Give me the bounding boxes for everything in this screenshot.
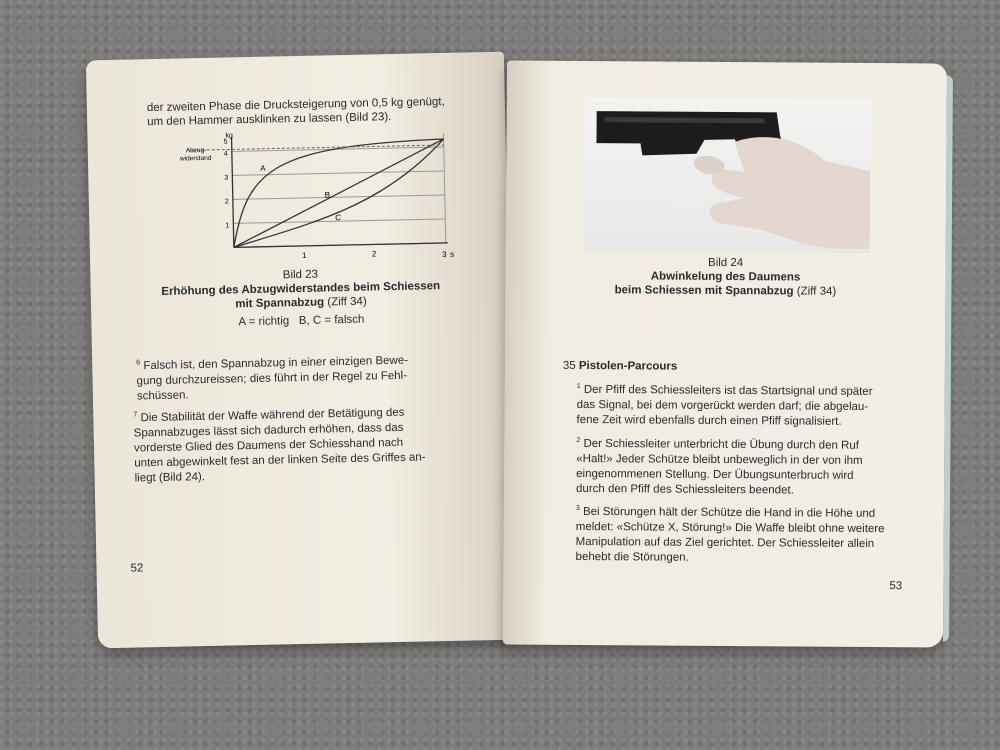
x-tick-1: 1 bbox=[301, 250, 307, 260]
x-axis bbox=[234, 243, 448, 247]
para-6-line-2: gung durchzureissen; dies führt in der Regel zu Fehl- bbox=[136, 369, 408, 388]
para-7-line-4: unten abgewinkelt fest an der linken Seite des Griffes an- bbox=[134, 451, 426, 470]
book-cover-edge bbox=[943, 76, 953, 642]
para-2-line-1: Der Schiessleiter unterbricht die Übung durch den Ruf bbox=[583, 437, 860, 452]
bild-24-label: Bild 24 bbox=[708, 256, 744, 270]
y-label-2: widerstand bbox=[179, 154, 212, 163]
para-3-line-3: Manipulation auf das Ziel gerichtet. Der Schiessleiter allein bbox=[575, 535, 875, 550]
paragraph-3 bbox=[576, 501, 916, 567]
y-label-1: Abzug- bbox=[185, 146, 207, 155]
trigger-resistance-graph bbox=[151, 125, 454, 271]
graph-grid bbox=[232, 133, 446, 247]
para-3-line-2: meldet: «Schütze X, Störung!» Die Waffe bleibt ohne weitere bbox=[575, 520, 885, 535]
page-number-right: 53 bbox=[889, 580, 903, 593]
y-tick-5: 5 bbox=[223, 138, 228, 146]
x-tick-3: 3 bbox=[441, 249, 447, 260]
y-unit: kg bbox=[225, 132, 233, 140]
paragraph-1 bbox=[576, 379, 916, 430]
caption-ref: (Ziff 34) bbox=[327, 295, 367, 309]
section-number: 35 bbox=[562, 359, 576, 372]
bild-24-caption-line-2 bbox=[545, 283, 905, 301]
bild-24-caption-line-1: Abwinkelung des Daumens bbox=[650, 270, 801, 284]
pistol-in-hand-photo bbox=[584, 97, 871, 253]
para-2-number: 2 bbox=[576, 436, 581, 444]
para-3-line-4: behebt die Störungen. bbox=[575, 550, 689, 564]
caption-ref: (Ziff 34) bbox=[796, 285, 837, 298]
x-tick-2: 2 bbox=[371, 249, 377, 259]
para-7-line-5: liegt (Bild 24). bbox=[134, 470, 206, 485]
para-2-line-4: durch den Pfiff des Schiessleiters beendet. bbox=[576, 482, 794, 497]
curve-label-a: A bbox=[260, 163, 266, 173]
curve-label-c: C bbox=[335, 213, 342, 223]
right-page bbox=[503, 60, 947, 647]
para-1-line-1: Der Pfiff des Schiessleiters ist das Startsignal und später bbox=[583, 383, 873, 398]
left-page bbox=[86, 52, 516, 649]
bild-23-caption-line-1: Erhöhung des Abzugwiderstandes beim Schiessen bbox=[161, 280, 441, 298]
section-heading bbox=[563, 359, 678, 375]
caption-bold-part: mit Spannabzug bbox=[235, 296, 325, 311]
para-6-number: 6 bbox=[136, 359, 141, 367]
para-7-line-3: vorderste Glied des Daumens der Schiesshand nach bbox=[133, 436, 404, 455]
y-tick-1: 1 bbox=[225, 222, 230, 230]
curve-label-b: B bbox=[324, 190, 331, 200]
page-number-left: 52 bbox=[130, 562, 144, 575]
paragraph-2 bbox=[576, 433, 916, 499]
para-1-line-2: das Signal, bei dem vorgerückt werden darf; die abgelau- bbox=[576, 398, 869, 413]
para-3-number: 3 bbox=[575, 504, 580, 512]
intro-line-1: der zweiten Phase die Drucksteigerung von 0,5 kg genügt, bbox=[146, 95, 445, 115]
bild-23-label: Bild 23 bbox=[282, 268, 319, 282]
intro-line-2: um den Hammer ausklinken zu lassen (Bild 23). bbox=[147, 111, 392, 129]
caption-bold-part: beim Schiessen mit Spannabzug bbox=[614, 284, 794, 298]
y-axis bbox=[232, 137, 234, 247]
para-6-line-1: Falsch ist, den Spannabzug in einer einzigen Bewe- bbox=[143, 354, 409, 373]
para-1-line-3: fene Zeit wird ebenfalls durch einen Pfiff signalisiert. bbox=[576, 413, 842, 428]
y-tick-4: 4 bbox=[223, 150, 228, 158]
section-title: Pistolen-Parcours bbox=[578, 359, 678, 373]
paragraph-7 bbox=[133, 400, 471, 486]
para-7-number: 7 bbox=[133, 411, 138, 419]
paragraph-6 bbox=[136, 349, 467, 405]
para-1-number: 1 bbox=[576, 382, 581, 390]
y-tick-3: 3 bbox=[224, 174, 229, 182]
x-unit: s bbox=[449, 249, 455, 259]
para-2-line-2: «Halt!» Jeder Schütze bleibt unbeweglich in der von ihm bbox=[576, 452, 863, 467]
curve-b bbox=[232, 139, 446, 247]
para-3-line-1: Bei Störungen hält der Schütze die Hand in die Höhe und bbox=[582, 505, 876, 520]
para-2-line-3: eingenommenen Stellung. Der Übungsunterbruch wird bbox=[576, 467, 854, 482]
para-6-line-3: schüssen. bbox=[136, 389, 189, 403]
y-tick-2: 2 bbox=[224, 198, 229, 206]
para-7-line-2: Spannabzuges lässt sich dadurch erhöhen, dass das bbox=[133, 421, 404, 440]
graph-legend: A = richtig B, C = falsch bbox=[238, 313, 365, 329]
para-7-line-1: Die Stabilität der Waffe während der Betätigung des bbox=[140, 406, 405, 425]
